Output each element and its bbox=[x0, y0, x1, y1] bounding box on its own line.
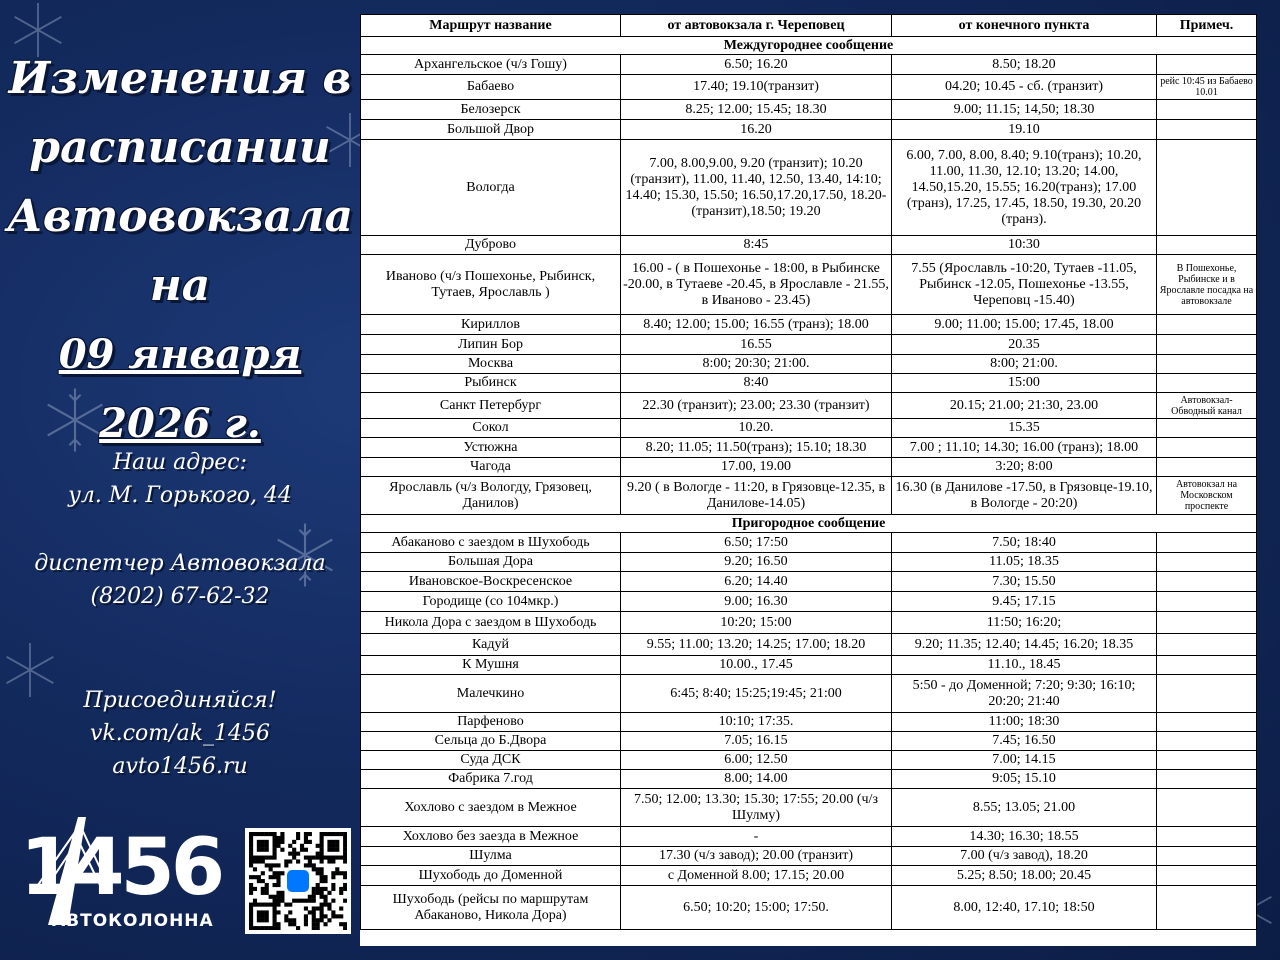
header-back: от конечного пункта bbox=[892, 15, 1157, 37]
table-row bbox=[361, 553, 1257, 572]
table-row bbox=[361, 355, 1257, 374]
departure-from-station-cell: с Доменной 8.00; 17.15; 20.00 bbox=[621, 866, 892, 886]
table-row bbox=[361, 656, 1257, 675]
departure-from-terminus-cell: 11:50; 16:20; bbox=[892, 612, 1157, 634]
table-row bbox=[361, 789, 1257, 827]
departure-from-station-cell: 16.00 - ( в Пошехонье - 18:00, в Рыбинске -20.00, в Тутаеве -20.45, в Ярославле - 21.55, в Иваново - 23.45) bbox=[621, 255, 892, 315]
departure-from-terminus-cell: 04.20; 10.45 - сб. (транзит) bbox=[892, 75, 1157, 100]
route-cell: Большая Дора bbox=[361, 553, 621, 572]
table-row bbox=[361, 255, 1257, 315]
departure-from-terminus-cell: 8:00; 21:00. bbox=[892, 355, 1157, 374]
logo-number: 1456 bbox=[20, 823, 222, 913]
table-header-row bbox=[361, 15, 1257, 37]
departure-from-station-cell: 10.20. bbox=[621, 419, 892, 438]
departure-from-station-cell: 9.20 ( в Вологде - 11:20, в Грязовце-12.35, в Данилове-14.05) bbox=[621, 477, 892, 515]
table-row bbox=[361, 592, 1257, 612]
departure-from-terminus-cell: 9.20; 11.35; 12.40; 14.45; 16.20; 18.35 bbox=[892, 634, 1157, 656]
table-row bbox=[361, 675, 1257, 713]
page-title bbox=[0, 44, 360, 458]
table-row bbox=[361, 374, 1257, 393]
note-cell bbox=[1157, 438, 1257, 458]
route-cell: Парфеново bbox=[361, 713, 621, 732]
table-row bbox=[361, 634, 1257, 656]
table-row bbox=[361, 438, 1257, 458]
departure-from-station-cell: 6.50; 17:50 bbox=[621, 533, 892, 553]
route-cell: Устюжна bbox=[361, 438, 621, 458]
note-cell: рейс 10:45 из Бабаево 10.01 bbox=[1157, 75, 1257, 100]
route-cell: Дуброво bbox=[361, 236, 621, 255]
table-row bbox=[361, 100, 1257, 120]
route-cell: Фабрика 7.год bbox=[361, 770, 621, 789]
note-cell bbox=[1157, 827, 1257, 847]
route-cell: Вологда bbox=[361, 140, 621, 236]
note-cell bbox=[1157, 713, 1257, 732]
address-block bbox=[0, 446, 360, 512]
note-cell bbox=[1157, 592, 1257, 612]
note-cell bbox=[1157, 572, 1257, 592]
route-cell: Сокол bbox=[361, 419, 621, 438]
departure-from-station-cell: 10:10; 17:35. bbox=[621, 713, 892, 732]
table-row bbox=[361, 732, 1257, 751]
departure-from-terminus-cell: 9.00; 11.00; 15.00; 17.45, 18.00 bbox=[892, 315, 1157, 335]
route-cell: Большой Двор bbox=[361, 120, 621, 140]
departure-from-station-cell: 17.40; 19.10(транзит) bbox=[621, 75, 892, 100]
note-cell bbox=[1157, 236, 1257, 255]
header-note: Примеч. bbox=[1157, 15, 1257, 37]
table-body bbox=[361, 37, 1257, 930]
departure-from-terminus-cell: 11:00; 18:30 bbox=[892, 713, 1157, 732]
section-title: Междугороднее сообщение bbox=[361, 37, 1257, 55]
route-cell: Малечкино bbox=[361, 675, 621, 713]
title-line: Изменения в bbox=[8, 53, 352, 104]
route-cell: Шухободь (рейсы по маршрутам Абаканово, Никола Дора) bbox=[361, 886, 621, 930]
note-cell bbox=[1157, 770, 1257, 789]
note-cell bbox=[1157, 120, 1257, 140]
departure-from-terminus-cell: 14.30; 16.30; 18.55 bbox=[892, 827, 1157, 847]
departure-from-terminus-cell: 8.50; 18.20 bbox=[892, 55, 1157, 75]
route-cell: Кириллов bbox=[361, 315, 621, 335]
header-from: от автовокзала г. Череповец bbox=[621, 15, 892, 37]
note-cell bbox=[1157, 100, 1257, 120]
table-row bbox=[361, 572, 1257, 592]
dispatcher-label: диспетчер Автовокзала bbox=[34, 551, 326, 576]
note-cell bbox=[1157, 656, 1257, 675]
departure-from-terminus-cell: 9.00; 11.15; 14,50; 18.30 bbox=[892, 100, 1157, 120]
departure-from-terminus-cell: 9:05; 15.10 bbox=[892, 770, 1157, 789]
schedule-date: 09 января 2026 г. bbox=[58, 331, 302, 447]
note-cell bbox=[1157, 533, 1257, 553]
table-row bbox=[361, 713, 1257, 732]
table-row bbox=[361, 55, 1257, 75]
departure-from-terminus-cell: 11.10., 18.45 bbox=[892, 656, 1157, 675]
departure-from-terminus-cell: 3:20; 8:00 bbox=[892, 458, 1157, 477]
note-cell: Автовокзал на Московском проспекте bbox=[1157, 477, 1257, 515]
table-row bbox=[361, 827, 1257, 847]
schedule-table-container bbox=[360, 14, 1256, 946]
note-cell bbox=[1157, 355, 1257, 374]
route-cell: Чагода bbox=[361, 458, 621, 477]
site-link[interactable]: avto1456.ru bbox=[112, 754, 248, 779]
departure-from-station-cell: 9.00; 16.30 bbox=[621, 592, 892, 612]
route-cell: Ивановское-Воскресенское bbox=[361, 572, 621, 592]
departure-from-station-cell: 16.55 bbox=[621, 335, 892, 355]
departure-from-terminus-cell: 7.55 (Ярославль -10:20, Тутаев -11.05, Рыбинск -12.05, Пошехонье -13.55, Череповц -15.40) bbox=[892, 255, 1157, 315]
dispatcher-phone[interactable]: (8202) 67-62-32 bbox=[90, 584, 270, 609]
departure-from-terminus-cell: 20.35 bbox=[892, 335, 1157, 355]
note-cell bbox=[1157, 751, 1257, 770]
route-cell: Кадуй bbox=[361, 634, 621, 656]
departure-from-terminus-cell: 7.50; 18:40 bbox=[892, 533, 1157, 553]
note-cell bbox=[1157, 866, 1257, 886]
departure-from-terminus-cell: 7.00 (ч/з завод), 18.20 bbox=[892, 847, 1157, 866]
departure-from-terminus-cell: 20.15; 21.00; 21:30, 23.00 bbox=[892, 393, 1157, 419]
vk-link[interactable]: vk.com/ak_1456 bbox=[89, 721, 271, 746]
departure-from-station-cell: 8:00; 20:30; 21:00. bbox=[621, 355, 892, 374]
departure-from-station-cell: 10.00., 17.45 bbox=[621, 656, 892, 675]
dispatcher-block bbox=[0, 547, 360, 613]
note-cell bbox=[1157, 612, 1257, 634]
title-line: на bbox=[149, 260, 211, 311]
departure-from-terminus-cell: 8.00, 12:40, 17.10; 18:50 bbox=[892, 886, 1157, 930]
note-cell bbox=[1157, 55, 1257, 75]
departure-from-station-cell: 8:45 bbox=[621, 236, 892, 255]
note-cell bbox=[1157, 553, 1257, 572]
left-panel bbox=[0, 0, 360, 960]
departure-from-station-cell: 7.50; 12.00; 13.30; 15.30; 17:55; 20.00 (ч/з Шулму) bbox=[621, 789, 892, 827]
departure-from-terminus-cell: 7.45; 16.50 bbox=[892, 732, 1157, 751]
departure-from-terminus-cell: 15.35 bbox=[892, 419, 1157, 438]
section-row bbox=[361, 37, 1257, 55]
departure-from-terminus-cell: 8.55; 13.05; 21.00 bbox=[892, 789, 1157, 827]
social-block bbox=[0, 684, 360, 783]
route-cell: Абаканово с заездом в Шухободь bbox=[361, 533, 621, 553]
company-logo bbox=[8, 815, 223, 940]
departure-from-terminus-cell: 7.30; 15.50 bbox=[892, 572, 1157, 592]
departure-from-station-cell: 6.20; 14.40 bbox=[621, 572, 892, 592]
route-cell: Никола Дора с заездом в Шухободь bbox=[361, 612, 621, 634]
title-line: расписании bbox=[29, 122, 331, 173]
departure-from-terminus-cell: 15:00 bbox=[892, 374, 1157, 393]
route-cell: Москва bbox=[361, 355, 621, 374]
route-cell: Суда ДСК bbox=[361, 751, 621, 770]
vk-icon bbox=[287, 870, 309, 892]
table-row bbox=[361, 458, 1257, 477]
note-cell bbox=[1157, 335, 1257, 355]
route-cell: Городище (со 104мкр.) bbox=[361, 592, 621, 612]
departure-from-station-cell: 10:20; 15:00 bbox=[621, 612, 892, 634]
departure-from-terminus-cell: 10:30 bbox=[892, 236, 1157, 255]
departure-from-terminus-cell: 7.00; 14.15 bbox=[892, 751, 1157, 770]
table-row bbox=[361, 75, 1257, 100]
logo-brand: АВТОКОЛОННА bbox=[52, 911, 214, 931]
route-cell: Рыбинск bbox=[361, 374, 621, 393]
table-row bbox=[361, 477, 1257, 515]
departure-from-station-cell: 8.20; 11.05; 11.50(транз); 15.10; 18.30 bbox=[621, 438, 892, 458]
departure-from-terminus-cell: 9.45; 17.15 bbox=[892, 592, 1157, 612]
departure-from-terminus-cell: 11.05; 18.35 bbox=[892, 553, 1157, 572]
route-cell: Ярославль (ч/з Вологду, Грязовец, Данилов) bbox=[361, 477, 621, 515]
departure-from-terminus-cell: 19.10 bbox=[892, 120, 1157, 140]
note-cell bbox=[1157, 886, 1257, 930]
title-line: Автовокзала bbox=[7, 191, 353, 242]
route-cell: Липин Бор bbox=[361, 335, 621, 355]
table-row bbox=[361, 120, 1257, 140]
note-cell bbox=[1157, 789, 1257, 827]
qr-code-icon bbox=[249, 832, 347, 930]
note-cell bbox=[1157, 140, 1257, 236]
table-row bbox=[361, 533, 1257, 553]
departure-from-station-cell: 8.25; 12.00; 15.45; 18.30 bbox=[621, 100, 892, 120]
table-row bbox=[361, 419, 1257, 438]
table-row bbox=[361, 751, 1257, 770]
departure-from-station-cell: 8.40; 12.00; 15.00; 16.55 (транз); 18.00 bbox=[621, 315, 892, 335]
departure-from-station-cell: 6.50; 16.20 bbox=[621, 55, 892, 75]
departure-from-terminus-cell: 5.25; 8.50; 18.00; 20.45 bbox=[892, 866, 1157, 886]
table-row bbox=[361, 315, 1257, 335]
departure-from-station-cell: 6.50; 10:20; 15:00; 17:50. bbox=[621, 886, 892, 930]
table-row bbox=[361, 770, 1257, 789]
qr-code[interactable] bbox=[245, 828, 351, 934]
note-cell bbox=[1157, 374, 1257, 393]
departure-from-station-cell: 7.00, 8.00,9.00, 9.20 (транзит); 10.20 (транзит), 11.00, 11.40, 12.50, 13.40, 14:10; 14.40; 15.30, 15.50; 16.50,17.20,17.50, 18.20-(транзит),18.50; 19.20 bbox=[621, 140, 892, 236]
departure-from-station-cell: - bbox=[621, 827, 892, 847]
departure-from-station-cell: 6:45; 8:40; 15:25;19:45; 21:00 bbox=[621, 675, 892, 713]
note-cell bbox=[1157, 315, 1257, 335]
route-cell: Шулма bbox=[361, 847, 621, 866]
section-title: Пригородное сообщение bbox=[361, 515, 1257, 533]
departure-from-terminus-cell: 5:50 - до Доменной; 7:20; 9:30; 16:10; 20:20; 21:40 bbox=[892, 675, 1157, 713]
route-cell: Сельца до Б.Двора bbox=[361, 732, 621, 751]
table-row bbox=[361, 612, 1257, 634]
departure-from-terminus-cell: 16.30 (в Данилове -17.50, в Грязовце-19.10, в Вологде - 20:20) bbox=[892, 477, 1157, 515]
schedule-table bbox=[360, 14, 1257, 930]
departure-from-station-cell: 16.20 bbox=[621, 120, 892, 140]
header-route: Маршрут название bbox=[361, 15, 621, 37]
departure-from-station-cell: 17.30 (ч/з завод); 20.00 (транзит) bbox=[621, 847, 892, 866]
note-cell bbox=[1157, 419, 1257, 438]
route-cell: Хохлово без заезда в Межное bbox=[361, 827, 621, 847]
route-cell: Санкт Петербург bbox=[361, 393, 621, 419]
departure-from-station-cell: 7.05; 16.15 bbox=[621, 732, 892, 751]
departure-from-station-cell: 6.00; 12.50 bbox=[621, 751, 892, 770]
route-cell: Архангельское (ч/з Гошу) bbox=[361, 55, 621, 75]
note-cell: Автовокзал-Обводный канал bbox=[1157, 393, 1257, 419]
note-cell bbox=[1157, 732, 1257, 751]
table-row bbox=[361, 866, 1257, 886]
table-row bbox=[361, 236, 1257, 255]
table-row bbox=[361, 886, 1257, 930]
route-cell: Хохлово с заездом в Межное bbox=[361, 789, 621, 827]
note-cell bbox=[1157, 675, 1257, 713]
departure-from-station-cell: 22.30 (транзит); 23.00; 23.30 (транзит) bbox=[621, 393, 892, 419]
route-cell: К Мушня bbox=[361, 656, 621, 675]
table-row bbox=[361, 335, 1257, 355]
route-cell: Шухободь до Доменной bbox=[361, 866, 621, 886]
departure-from-station-cell: 9.20; 16.50 bbox=[621, 553, 892, 572]
departure-from-station-cell: 8:40 bbox=[621, 374, 892, 393]
route-cell: Иваново (ч/з Пошехонье, Рыбинск, Тутаев, Ярославль ) bbox=[361, 255, 621, 315]
note-cell bbox=[1157, 847, 1257, 866]
address-label: Наш адрес: bbox=[112, 450, 248, 475]
note-cell bbox=[1157, 458, 1257, 477]
address-value: ул. М. Горького, 44 bbox=[68, 483, 292, 508]
section-row bbox=[361, 515, 1257, 533]
table-row bbox=[361, 847, 1257, 866]
departure-from-station-cell: 17.00, 19.00 bbox=[621, 458, 892, 477]
departure-from-terminus-cell: 6.00, 7.00, 8.00, 8.40; 9.10(транз); 10.20, 11.00, 11.30, 12.10; 13.20; 14.00, 14.50,15.20, 15.55; 16.20(транз); 17.00 (транз), 17.25, 17.45, 18.50, 19.30, 20.20 (транз). bbox=[892, 140, 1157, 236]
table-row bbox=[361, 140, 1257, 236]
departure-from-terminus-cell: 7.00 ; 11.10; 14.30; 16.00 (транз); 18.00 bbox=[892, 438, 1157, 458]
note-cell bbox=[1157, 634, 1257, 656]
route-cell: Бабаево bbox=[361, 75, 621, 100]
route-cell: Белозерск bbox=[361, 100, 621, 120]
note-cell: В Пошехонье, Рыбинске и в Ярославле посадка на автовокзале bbox=[1157, 255, 1257, 315]
table-row bbox=[361, 393, 1257, 419]
departure-from-station-cell: 9.55; 11.00; 13.20; 14.25; 17.00; 18.20 bbox=[621, 634, 892, 656]
social-label: Присоединяйся! bbox=[83, 688, 277, 713]
departure-from-station-cell: 8.00; 14.00 bbox=[621, 770, 892, 789]
